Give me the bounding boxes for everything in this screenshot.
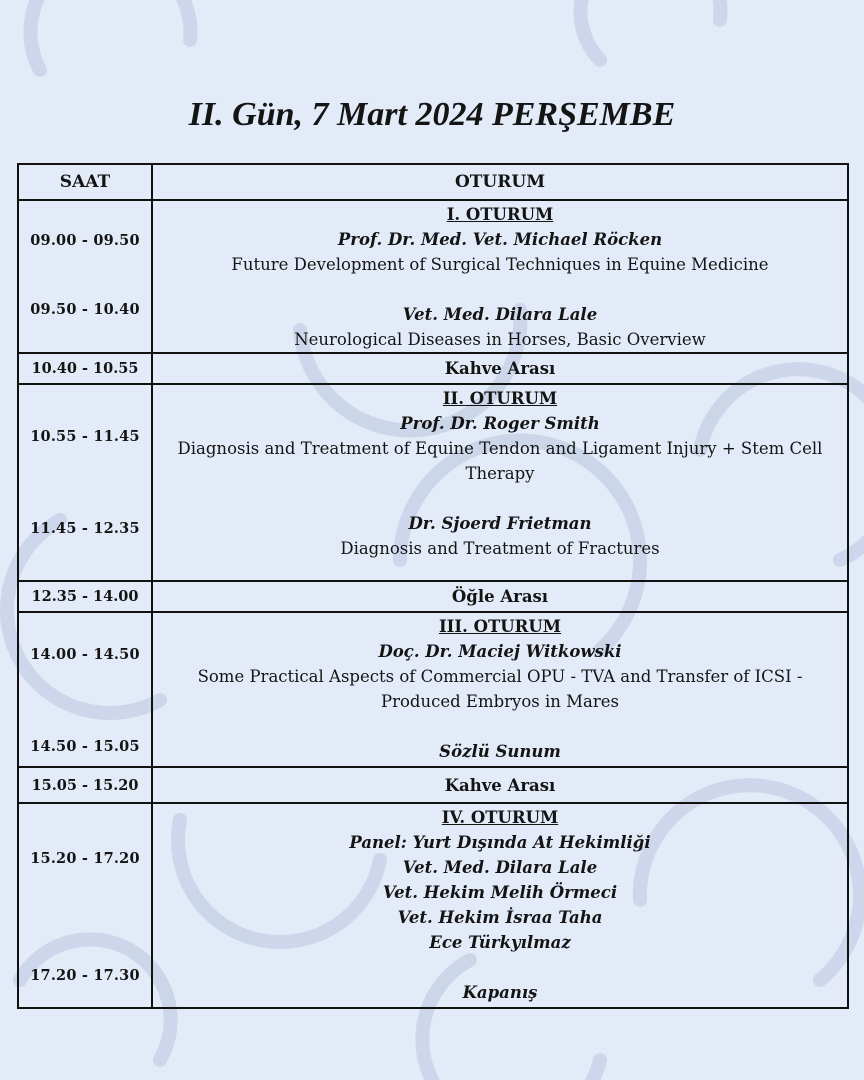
panel-title: Panel: Yurt Dışında At Hekimliği — [349, 833, 651, 852]
time-cell — [18, 200, 152, 353]
time-slot: 15.05 - 15.20 — [18, 767, 152, 803]
break-row — [18, 767, 848, 803]
break-label: Kahve Arası — [152, 353, 848, 384]
time-slot: 12.35 - 14.00 — [18, 581, 152, 612]
speaker: Doç. Dr. Maciej Witkowski — [378, 642, 622, 661]
talk-title-continued: Produced Embryos in Mares — [380, 692, 620, 711]
session-heading: III. OTURUM — [438, 617, 562, 636]
session-heading: I. OTURUM — [446, 205, 554, 224]
closing-label: Kapanış — [462, 983, 538, 1002]
session-item: Sözlü Sunum — [439, 742, 561, 761]
speaker: Dr. Sjoerd Frietman — [408, 514, 592, 533]
page-title: II. Gün, 7 Mart 2024 PERŞEMBE — [188, 96, 676, 133]
talk-title-continued: Therapy — [465, 464, 535, 483]
break-row — [18, 581, 848, 612]
talk-title: Diagnosis and Treatment of Equine Tendon and Ligament Injury + Stem Cell — [177, 439, 823, 458]
session-cell — [152, 612, 848, 767]
time-slot: 09.00 - 09.50 — [30, 232, 140, 249]
header-session: OTURUM — [152, 164, 848, 200]
session-heading: IV. OTURUM — [441, 808, 559, 827]
time-cell — [18, 612, 152, 767]
talk-title: Diagnosis and Treatment of Fractures — [340, 539, 660, 558]
break-row — [18, 353, 848, 384]
talk-title: Future Development of Surgical Techniques in Equine Medicine — [231, 255, 769, 274]
session-cell — [152, 384, 848, 581]
talk-title: Some Practical Aspects of Commercial OPU - TVA and Transfer of ICSI - — [197, 667, 803, 686]
time-slot: 09.50 - 10.40 — [30, 301, 140, 318]
session-cell — [152, 200, 848, 353]
panelist: Vet. Hekim Melih Örmeci — [382, 883, 618, 902]
panelist: Vet. Med. Dilara Lale — [402, 858, 598, 877]
talk-title: Neurological Diseases in Horses, Basic Overview — [294, 330, 706, 349]
speaker: Prof. Dr. Med. Vet. Michael Röcken — [337, 230, 663, 249]
header-row — [18, 164, 848, 200]
time-slot: 15.20 - 17.20 — [30, 850, 140, 867]
speaker: Prof. Dr. Roger Smith — [400, 414, 600, 433]
panelist: Ece Türkyılmaz — [429, 933, 571, 952]
time-slot: 14.00 - 14.50 — [30, 646, 140, 663]
time-slot: 14.50 - 15.05 — [30, 738, 140, 755]
break-label: Öğle Arası — [152, 581, 848, 612]
session-cell — [152, 803, 848, 1008]
header-time: SAAT — [18, 164, 152, 200]
panelist: Vet. Hekim İsraa Taha — [397, 908, 603, 927]
time-cell — [18, 803, 152, 1008]
session-heading: II. OTURUM — [442, 389, 558, 408]
time-slot: 17.20 - 17.30 — [30, 967, 140, 984]
speaker: Vet. Med. Dilara Lale — [402, 305, 598, 324]
break-label: Kahve Arası — [152, 767, 848, 803]
session-row-1 — [18, 200, 848, 353]
time-slot: 10.40 - 10.55 — [18, 353, 152, 384]
time-slot: 11.45 - 12.35 — [30, 520, 140, 537]
session-row-3 — [18, 612, 848, 767]
session-row-4 — [18, 803, 848, 1008]
time-cell — [18, 384, 152, 581]
session-row-2 — [18, 384, 848, 581]
time-slot: 10.55 - 11.45 — [30, 428, 140, 445]
schedule-table — [17, 163, 849, 1009]
